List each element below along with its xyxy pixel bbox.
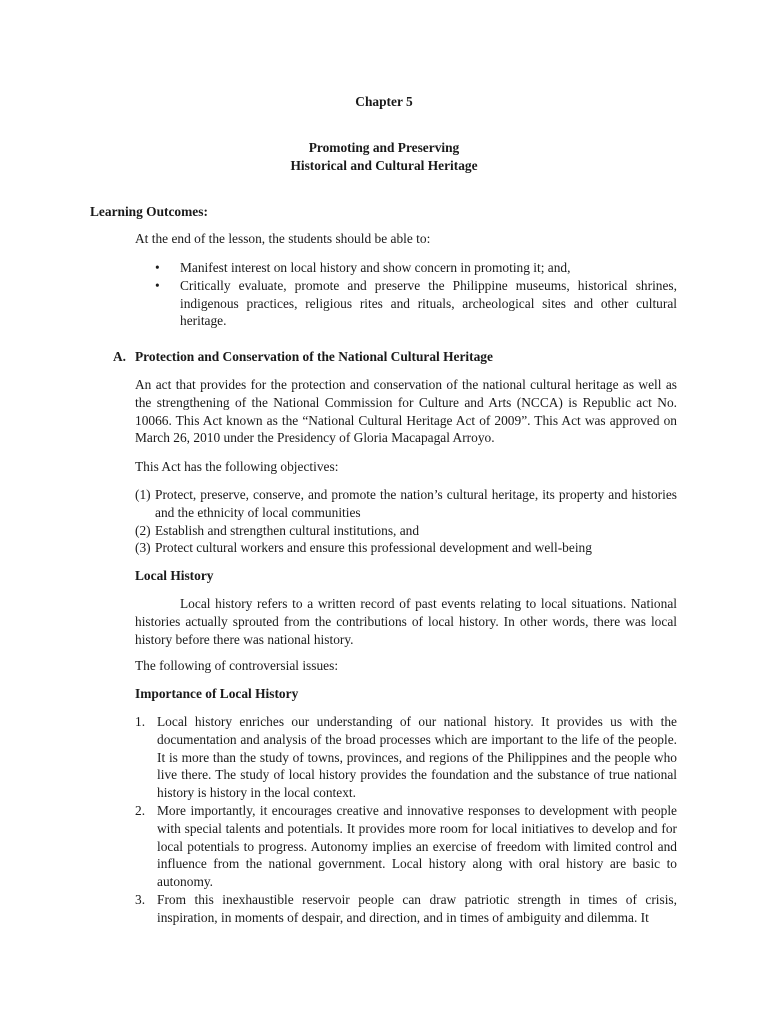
list-number: (1) (135, 487, 151, 502)
list-item-text: Manifest interest on local history and show concern in promoting it; and, (180, 260, 571, 275)
section-marker: A. (113, 349, 127, 364)
list-number: 1. (135, 714, 146, 729)
list-item (135, 486, 677, 522)
list-item (135, 802, 677, 891)
objectives-intro: This Act has the following objectives: (135, 459, 339, 474)
title-line-2: Historical and Cultural Heritage (290, 157, 478, 173)
learning-outcomes-list (135, 259, 677, 330)
section-a-paragraph: An act that provides for the protection and conservation of the national cultural heritage as well as the strengthening of the National Commission for Culture and Arts (NCCA) is Republic act No. 10066. This Act known as the “National Cultural Heritage Act of 2009”. This Act was approved on March 26, 2010 under the Presidency of Gloria Macapagal Arroyo. (135, 377, 677, 446)
importance-heading: Importance of Local History (135, 686, 299, 701)
local-history-heading: Local History (135, 568, 214, 583)
list-item-text: Protect, preserve, conserve, and promote the nation’s cultural heritage, its property and histories and the ethnicity of local communities (155, 487, 677, 520)
section-a-title: Protection and Conservation of the National Cultural Heritage (135, 349, 493, 364)
chapter-title (0, 139, 768, 175)
importance-list (135, 713, 677, 927)
section-a-heading (113, 348, 493, 366)
list-item (135, 713, 677, 802)
learning-outcomes-intro: At the end of the lesson, the students should be able to: (135, 231, 431, 246)
list-number: (3) (135, 540, 151, 556)
bullet-icon: • (155, 260, 160, 275)
list-item-text: Protect cultural workers and ensure this professional development and well-being (155, 540, 592, 556)
list-item-text: Establish and strengthen cultural institutions, and (155, 522, 420, 538)
chapter-label: Chapter 5 (355, 94, 413, 109)
list-item-text: Local history enriches our understanding of our national history. It provides us with the documentation and analysis of the broad processes which are important to the life of the people. It is more than the study of towns, provinces, and regions of the Philippines and the people who live there. The study of local history provides the foundation and the substance of true national history is history in the local context. (157, 714, 677, 801)
controversial-issues-line: The following of controversial issues: (135, 658, 339, 673)
list-item (135, 539, 677, 557)
list-item-text: Critically evaluate, promote and preserve the Philippine museums, historical shrines, indigenous practices, religious rites and rituals, archeological sites and other cultural heritage. (180, 277, 677, 329)
title-line-1: Promoting and Preserving (308, 140, 460, 155)
bullet-icon: • (155, 277, 160, 293)
list-number: (2) (135, 522, 151, 538)
list-item (135, 259, 677, 277)
list-item (135, 891, 677, 927)
list-item (135, 277, 677, 330)
list-item-text: More importantly, it encourages creative and innovative responses to development with people with special talents and potentials. It provides more room for local initiatives to develop and for local potentials to progress. Autonomy implies an exercise of freedom with limited control and influence from the national government. Local history along with oral history are basic to autonomy. (157, 802, 677, 890)
list-number: 3. (135, 891, 146, 907)
objectives-list (135, 486, 677, 557)
list-item-text: From this inexhaustible reservoir people can draw patriotic strength in times of crisis, inspiration, in moments of despair, and direction, and in times of ambiguity and dilemma. It (157, 891, 677, 925)
local-history-paragraph: Local history refers to a written record of past events relating to local situations. National histories actually sprouted from the contributions of local history. In other words, there was local history before there was national history. (135, 596, 677, 647)
list-number: 2. (135, 802, 146, 818)
learning-outcomes-heading: Learning Outcomes: (90, 204, 208, 219)
list-item (135, 522, 677, 540)
